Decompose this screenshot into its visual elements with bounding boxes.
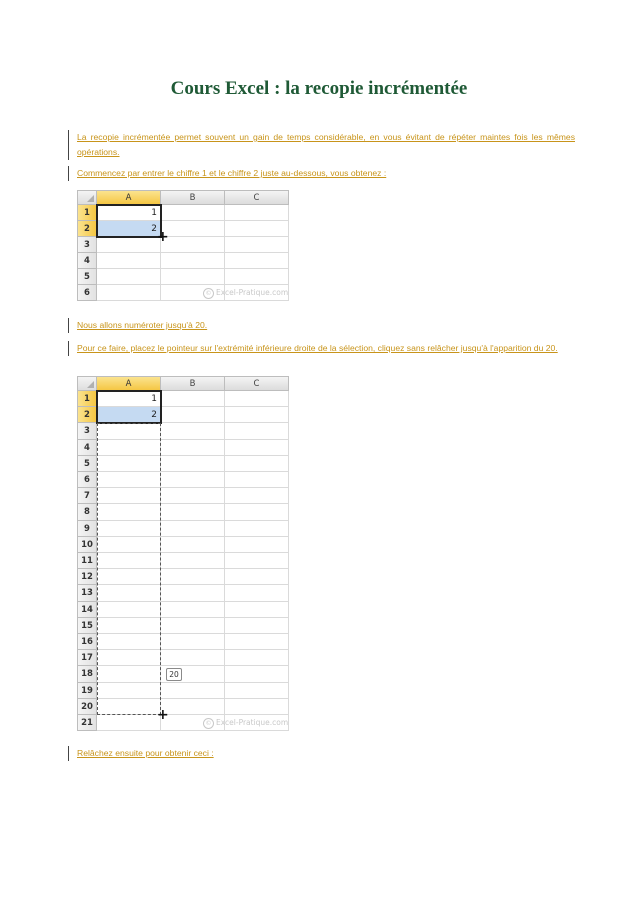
cell-a2: 2 [97,221,161,237]
cell-c5 [225,456,289,472]
fill-handle-cursor-icon: + [157,707,169,723]
row-header-3: 3 [77,237,97,253]
row-header-1: 1 [77,391,97,407]
cell-b9 [161,521,225,537]
cell-c5 [225,269,289,285]
cell-c2 [225,221,289,237]
row-header-1: 1 [77,205,97,221]
cell-c1 [225,205,289,221]
paragraph-intro-text: La recopie incrémentée permet souvent un gain de temps considérable, en vous évitant de répéter maintes fois les mêmes opérations. [77,132,575,157]
cell-b1 [161,391,225,407]
paragraph-howto-text: Pour ce faire, placez le pointeur sur l'extrémité inférieure droite de la sélection, cliquez sans relâcher jusqu'à l'apparition du 20. [77,343,558,353]
cell-b11 [161,553,225,569]
cell-c8 [225,504,289,520]
cell-b7 [161,488,225,504]
cell-b16 [161,634,225,650]
column-header-c: C [225,190,289,205]
cell-b3 [161,237,225,253]
watermark-label: Excel-Pratique.com [216,288,289,297]
paragraph-start [68,166,575,181]
column-header-b: B [161,376,225,391]
cell-b17 [161,650,225,666]
cell-b19 [161,683,225,699]
cell-c12 [225,569,289,585]
cell-c18 [225,666,289,682]
row-header-10: 10 [77,537,97,553]
row-header-12: 12 [77,569,97,585]
spreadsheet-screenshot-2 [77,376,290,732]
row-header-2: 2 [77,221,97,237]
cell-b20 [161,699,225,715]
cell-c3 [225,423,289,439]
row-header-21: 21 [77,715,97,731]
cell-a14 [97,602,161,618]
row-header-2: 2 [77,407,97,423]
cell-b15 [161,618,225,634]
cell-b10 [161,537,225,553]
cell-b5 [161,456,225,472]
fill-value-tooltip: 20 [166,668,182,681]
row-header-5: 5 [77,456,97,472]
cell-c4 [225,440,289,456]
cell-a6 [97,285,161,301]
cell-a16 [97,634,161,650]
paragraph-release-text: Relâchez ensuite pour obtenir ceci : [77,748,214,758]
watermark-text [203,288,288,299]
fill-handle-cursor-icon: + [157,229,169,245]
copyright-icon: © [203,718,214,729]
cell-b2 [161,221,225,237]
cell-a2: 2 [97,407,161,423]
cell-b5 [161,269,225,285]
cell-c17 [225,650,289,666]
cell-a5 [97,269,161,285]
select-all-corner [77,376,97,391]
cell-a18 [97,666,161,682]
cell-b13 [161,585,225,601]
cell-a13 [97,585,161,601]
cell-c15 [225,618,289,634]
cell-a3 [97,423,161,439]
column-header-c: C [225,376,289,391]
watermark-label: Excel-Pratique.com [216,718,289,727]
cell-b6 [161,472,225,488]
cell-b3 [161,423,225,439]
cell-c7 [225,488,289,504]
watermark-text [203,718,288,729]
cell-c19 [225,683,289,699]
row-header-9: 9 [77,521,97,537]
cell-a9 [97,521,161,537]
cell-b4 [161,253,225,269]
select-all-corner [77,190,97,205]
cell-b14 [161,602,225,618]
column-header-a: A [97,190,161,205]
cell-c3 [225,237,289,253]
paragraph-number-text: Nous allons numéroter jusqu'à 20. [77,320,208,330]
row-header-20: 20 [77,699,97,715]
row-header-18: 18 [77,666,97,682]
row-header-17: 17 [77,650,97,666]
cell-b4 [161,440,225,456]
cell-c9 [225,521,289,537]
cell-c14 [225,602,289,618]
cell-c1 [225,391,289,407]
cell-a7 [97,488,161,504]
row-header-5: 5 [77,269,97,285]
paragraph-start-text: Commencez par entrer le chiffre 1 et le chiffre 2 juste au-dessous, vous obtenez : [77,168,387,178]
cell-b2 [161,407,225,423]
row-header-8: 8 [77,504,97,520]
cell-c11 [225,553,289,569]
cell-a5 [97,456,161,472]
cell-a20 [97,699,161,715]
cell-a3 [97,237,161,253]
cell-b12 [161,569,225,585]
copyright-icon: © [203,288,214,299]
row-header-6: 6 [77,472,97,488]
paragraph-howto [68,341,575,356]
row-header-7: 7 [77,488,97,504]
row-header-4: 4 [77,440,97,456]
row-header-15: 15 [77,618,97,634]
cell-a17 [97,650,161,666]
cell-a8 [97,504,161,520]
column-header-b: B [161,190,225,205]
paragraph-number [68,318,575,333]
cell-a6 [97,472,161,488]
cell-c13 [225,585,289,601]
row-header-13: 13 [77,585,97,601]
paragraph-release [68,746,575,761]
cell-c2 [225,407,289,423]
cell-b1 [161,205,225,221]
spreadsheet-screenshot-1 [77,190,290,303]
cell-a15 [97,618,161,634]
row-header-16: 16 [77,634,97,650]
row-header-4: 4 [77,253,97,269]
cell-a12 [97,569,161,585]
cell-c4 [225,253,289,269]
cell-c16 [225,634,289,650]
cell-a19 [97,683,161,699]
row-header-11: 11 [77,553,97,569]
cell-a10 [97,537,161,553]
cell-c10 [225,537,289,553]
paragraph-intro [68,130,575,160]
row-header-14: 14 [77,602,97,618]
cell-b8 [161,504,225,520]
row-header-3: 3 [77,423,97,439]
cell-a1: 1 [97,205,161,221]
cell-c20 [225,699,289,715]
column-header-a: A [97,376,161,391]
cell-a11 [97,553,161,569]
page-title: Cours Excel : la recopie incrémentée [170,78,468,99]
cell-a4 [97,440,161,456]
cell-a21 [97,715,161,731]
cell-c6 [225,472,289,488]
cell-a4 [97,253,161,269]
row-header-19: 19 [77,683,97,699]
cell-a1: 1 [97,391,161,407]
row-header-6: 6 [77,285,97,301]
